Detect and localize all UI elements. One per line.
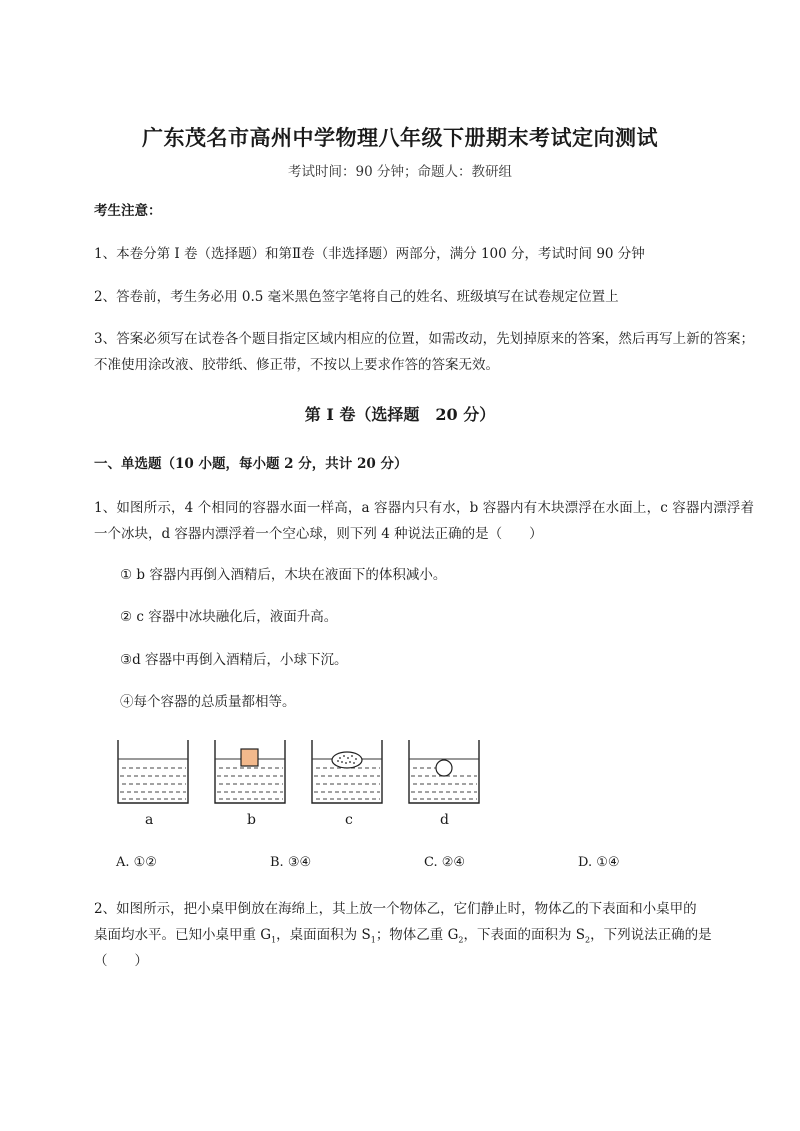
container-a [118, 740, 188, 803]
q1-choice-c[interactable]: C. ②④ [424, 855, 466, 870]
question-2-line-3: （ ） [94, 953, 148, 969]
figure-label-a: a [145, 812, 154, 828]
notice-item-1: 1、本卷分第 I 卷（选择题）和第Ⅱ卷（非选择题）两部分，满分 100 分，考试时间 90 分钟 [94, 246, 645, 262]
section-title: 第 I 卷（选择题 20 分） [304, 405, 496, 424]
hollow-ball [436, 760, 452, 776]
figure-label-d: d [440, 812, 449, 828]
question-2-line-2: 桌面均水平。已知小桌甲重 $G_1$，桌面面积为 $S_1$；物体乙重 $G_2$，下表面的面积为 $S_2$，下列说法正确的是 [94, 927, 712, 945]
notice-item-3: 3、答案必须写在试卷各个题目指定区域内相应的位置，如需改动，先划掉原来的答案，然后再写上新的答案；不准使用涂改液、胶带纸、修正带，不按以上要求作答的答案无效。 [94, 331, 754, 373]
notice-item-2: 2、答卷前，考生务必用 0.5 毫米黑色签字笔将自己的姓名、班级填写在试卷规定位置上 [94, 289, 619, 305]
q1-choice-a[interactable]: A. ①② [116, 855, 157, 870]
figure-label-c: c [345, 812, 353, 828]
figure-label-b: b [247, 812, 256, 828]
q1-statement-1: ① b 容器内再倒入酒精后，木块在液面下的体积减小。 [120, 567, 447, 583]
question-1-stem: 1、如图所示，4 个相同的容器水面一样高，a 容器内只有水，b 容器内有木块漂浮在水面上，c 容器内漂浮着一个冰块，d 容器内漂浮着一个空心球，则下列 4 种说法正确的是（ ） [94, 500, 754, 542]
q1-statement-2: ② c 容器中冰块融化后，液面升高。 [120, 609, 338, 625]
exam-info: 考试时间：90 分钟；命题人：教研组 [288, 164, 512, 180]
q1-choice-b[interactable]: B. ③④ [270, 855, 312, 870]
notice-heading: 考生注意： [94, 203, 162, 219]
question-2-line-1: 2、如图所示，把小桌甲倒放在海绵上，其上放一个物体乙，它们静止时，物体乙的下表面和小桌甲的 [94, 901, 697, 917]
q1-statement-4: ④每个容器的总质量都相等。 [120, 694, 296, 710]
part-heading: 一、单选题（10 小题，每小题 2 分，共计 20 分） [94, 456, 408, 472]
wood-block [241, 749, 258, 766]
ice-block [332, 752, 362, 768]
container-c [312, 740, 382, 803]
q1-statement-3: ③d 容器中再倒入酒精后，小球下沉。 [120, 652, 348, 668]
q1-choice-d[interactable]: D. ①④ [578, 855, 620, 870]
page-title: 广东茂名市高州中学物理八年级下册期末考试定向测试 [142, 125, 658, 150]
